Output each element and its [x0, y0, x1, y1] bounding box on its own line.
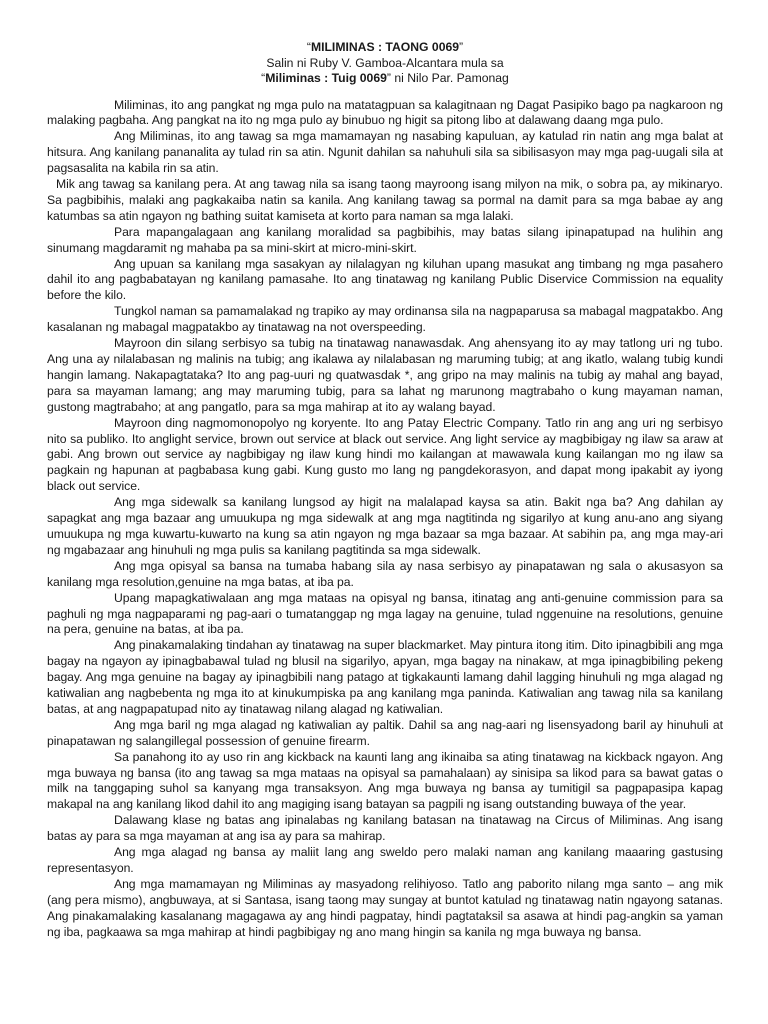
paragraph: Mik ang tawag sa kanilang pera. At ang tawag nila sa isang taong mayroong isang milyon na mik, o sobra pa, ay mikinaryo. Sa pagbibihis, malaki ang pagkakaiba natin sa kanila. Ang kanilang tawag sa pormal na damit para sa mga babae ay ang katumbas sa atin ngayon ng bathing suitat kamiseta at korto para naman sa mga lalaki.	[47, 177, 723, 223]
source-open-quote: “	[261, 71, 266, 85]
paragraph: Ang mga sidewalk sa kanilang lungsod ay higit na malalapad kaysa sa atin. Bakit nga ba? Ang dahilan ay sapagkat ang mga bazaar ang umuukupa ng mga sidewalk at ang mga nagtitinda ng sigarilyo at kung anu-ano ang siyang umuukupa ng mga kuwartu-kuwarto na kung sa atin ngayon ng mga bazaar sa mga bazaar. At sabihin pa, ang mga may-ari ng mgabazaar ang hinuhuli ng mga pulis sa kanilang pagtitinda sa mga sidewalk.	[47, 495, 723, 557]
source-title: Miliminas : Tuig 0069	[265, 71, 387, 85]
paragraph: Sa panahong ito ay uso rin ang kickback na kaunti lang ang ikinaiba sa ating tinatawag na kickback ngayon. Ang mga buwaya ng bansa (ito ang tawag sa mga mataas na opisyal sa pamahalaan) ay sinisipa sa likod para sa bawat gatas o milk na tanggaping suhol sa kanyang mga transaksyon. Ang mga buwaya ng bansa ay tumitigil sa pagpapasipa kapag makapal na ang kanilang likod dahil ito ang magiging isang batayan sa pagpili ng isang outstanding buwaya of the year.	[47, 749, 723, 812]
title-line	[47, 40, 723, 56]
paragraph: Miliminas, ito ang pangkat ng mga pulo na matatagpuan sa kalagitnaan ng Dagat Pasipiko bago pa nagkaroon ng malaking pagbaha. Ang pangkat na ito ng mga pulo ay binubuo ng higit sa pitong libo at dalawang daang mga pulo.	[47, 97, 723, 128]
paragraph: Ang pinakamalaking tindahan ay tinatawag na super blackmarket. May pintura itong itim. Dito ipinagbibili ang mga bagay na ngayon ay ipinagbabawal tulad ng blusil na sigarilyo, apyan, mga bagay na ninakaw, at mga ipinagbibiling pekeng bagay. Ang mga genuine na bagay ay ipinagbibili nang patago at tigkakaunti lamang dahil lagging hinuhuli ng mga alagad ng katiwalian ang nagbebenta ng mga ito at kinukumpiska pa ang kanilang mga paninda. Katiwalian ang tawag nila sa kanilang batas, at ang nagpapatupad nito ay tinatawag nilang alagad ng katiwalian.	[47, 638, 723, 716]
paragraph: Upang mapagkatiwalaan ang mga mataas na opisyal ng bansa, itinatag ang anti-genuine commission para sa paghuli ng mga nagpaparami ng pag-aari o tumatanggap ng mga lagay na genuine, tulad nggenuine na resolutions, genuine na pera, genuine na batas, at iba pa.	[47, 590, 723, 637]
paragraph: Ang mga alagad ng bansa ay maliit lang ang sweldo pero malaki naman ang kanilang maaaring gastusing representasyon.	[47, 845, 723, 875]
paragraph: Para mapangalagaan ang kanilang moralidad sa pagbibihis, may batas silang ipinapatupad na hulihin ang sinumang magdaramit ng mahaba pa sa mini-skirt at micro-mini-skirt.	[47, 224, 723, 255]
title-open-quote: “	[306, 40, 311, 54]
source-credit	[47, 71, 723, 87]
translator-credit: Salin ni Ruby V. Gamboa-Alcantara mula sa	[266, 55, 504, 70]
document-header	[47, 40, 723, 87]
paragraph: Mayroon din silang serbisyo sa tubig na tinatawag nanawasdak. Ang ahensyang ito ay may tatlong uri ng tubo. Ang una ay nilalabasan ng malinis na tubig; ang ikalawa ay nilalabasan ng maruming tubig; at ang ikatlo, walang tubig kundi hangin lamang. Nakapagtataka? Ito ang pag-uuri ng quatwasdak *, ang gripo na may malinis na tubig ay mahal ang bayad, para sa mayaman lamang; ang may maruming tubig, para sa lahat ng marunong magtrabaho o kung mayaman naman, gustong magtrabaho; at ang pangatlo, para sa mga mahirap at ito ay walang bayad.	[47, 336, 723, 414]
title-close-quote: ”	[459, 40, 464, 54]
paragraph: Ang Miliminas, ito ang tawag sa mga mamamayan ng nasabing kapuluan, ay katulad rin natin ang mga balat at hitsura. Ang kanilang pananalita ay tulad rin sa atin. Ngunit dahilan sa nahuhuli sila sa sibilisasyon may mga pag-uugali sila at pagsasalita na kabila rin sa atin.	[47, 129, 723, 176]
paragraph: Ang upuan sa kanilang mga sasakyan ay nilalagyan ng kiluhan upang masukat ang timbang ng mga pasahero dahil ito ang pagbabatayan ng kanilang pamasahe. Ito ang tinatawag ng kanilang Public Diservice Commission na equality before the kilo.	[47, 256, 723, 303]
document-body	[47, 98, 723, 941]
document-title: MILIMINAS : TAONG 0069	[310, 40, 460, 54]
paragraph: Ang mga opisyal sa bansa na tumaba habang sila ay nasa serbisyo ay pinapatawan ng sala o akusasyon sa kanilang mga resolution,genuine na mga batas, at iba pa.	[47, 558, 723, 589]
paragraph: Ang mga baril ng mga alagad ng katiwalian ay paltik. Dahil sa ang nag-aari ng lisensyadong baril ay hinuhuli at pinapatawan ng salangillegal possession of genuine firearm.	[47, 717, 723, 748]
paragraph: Dalawang klase ng batas ang ipinalabas ng kanilang batasan na tinatawag na Circus of Miliminas. Ang isang batas ay para sa mga mayaman at ang isa ay para sa mahirap.	[47, 813, 723, 844]
paragraph: Tungkol naman sa pamamalakad ng trapiko ay may ordinansa sila na nagpaparusa sa mabagal magpatakbo. Ang kasalanan ng mabagal magpatakbo ay tinatawag na not overspeeding.	[47, 304, 723, 335]
paragraph: Mayroon ding nagmomonopolyo ng koryente. Ito ang Patay Electric Company. Tatlo rin ang ang uri ng serbisyo nito sa publiko. Ito anglight service, brown out service at black out service. Ang light service ay magbibigay ng ilaw sa araw at gabi. Ang brown out service ay nagbibigay ng ilaw kung hindi mo kailangan at mawawala kung kailangan mo ng ilaw sa pagkain ng hapunan at pagbabasa kung gabi. Kung gusto mo lang ng pangdekorasyon, and dapat mong ipakabit ay iyong black out service.	[47, 415, 723, 494]
paragraph: Ang mga mamamayan ng Miliminas ay masyadong relihiyoso. Tatlo ang paborito nilang mga santo – ang mik (ang pera mismo), angbuwaya, at si Santasa, isang taong may sungay at buntot katulad ng tinatawag natin ngayong satanas. Ang pinakamalaking kasalanang magagawa ay ang hindi pagpatay, hindi pagtataksil sa asawa at hindi pag-angkin sa yaman ng iba, pagkaawa sa mga mahirap at hindi pagbibigay ng ano mang hingin sa kanila ng mga buwaya ng bansa.	[47, 876, 723, 939]
source-author: ” ni Nilo Par. Pamonag	[386, 71, 509, 85]
